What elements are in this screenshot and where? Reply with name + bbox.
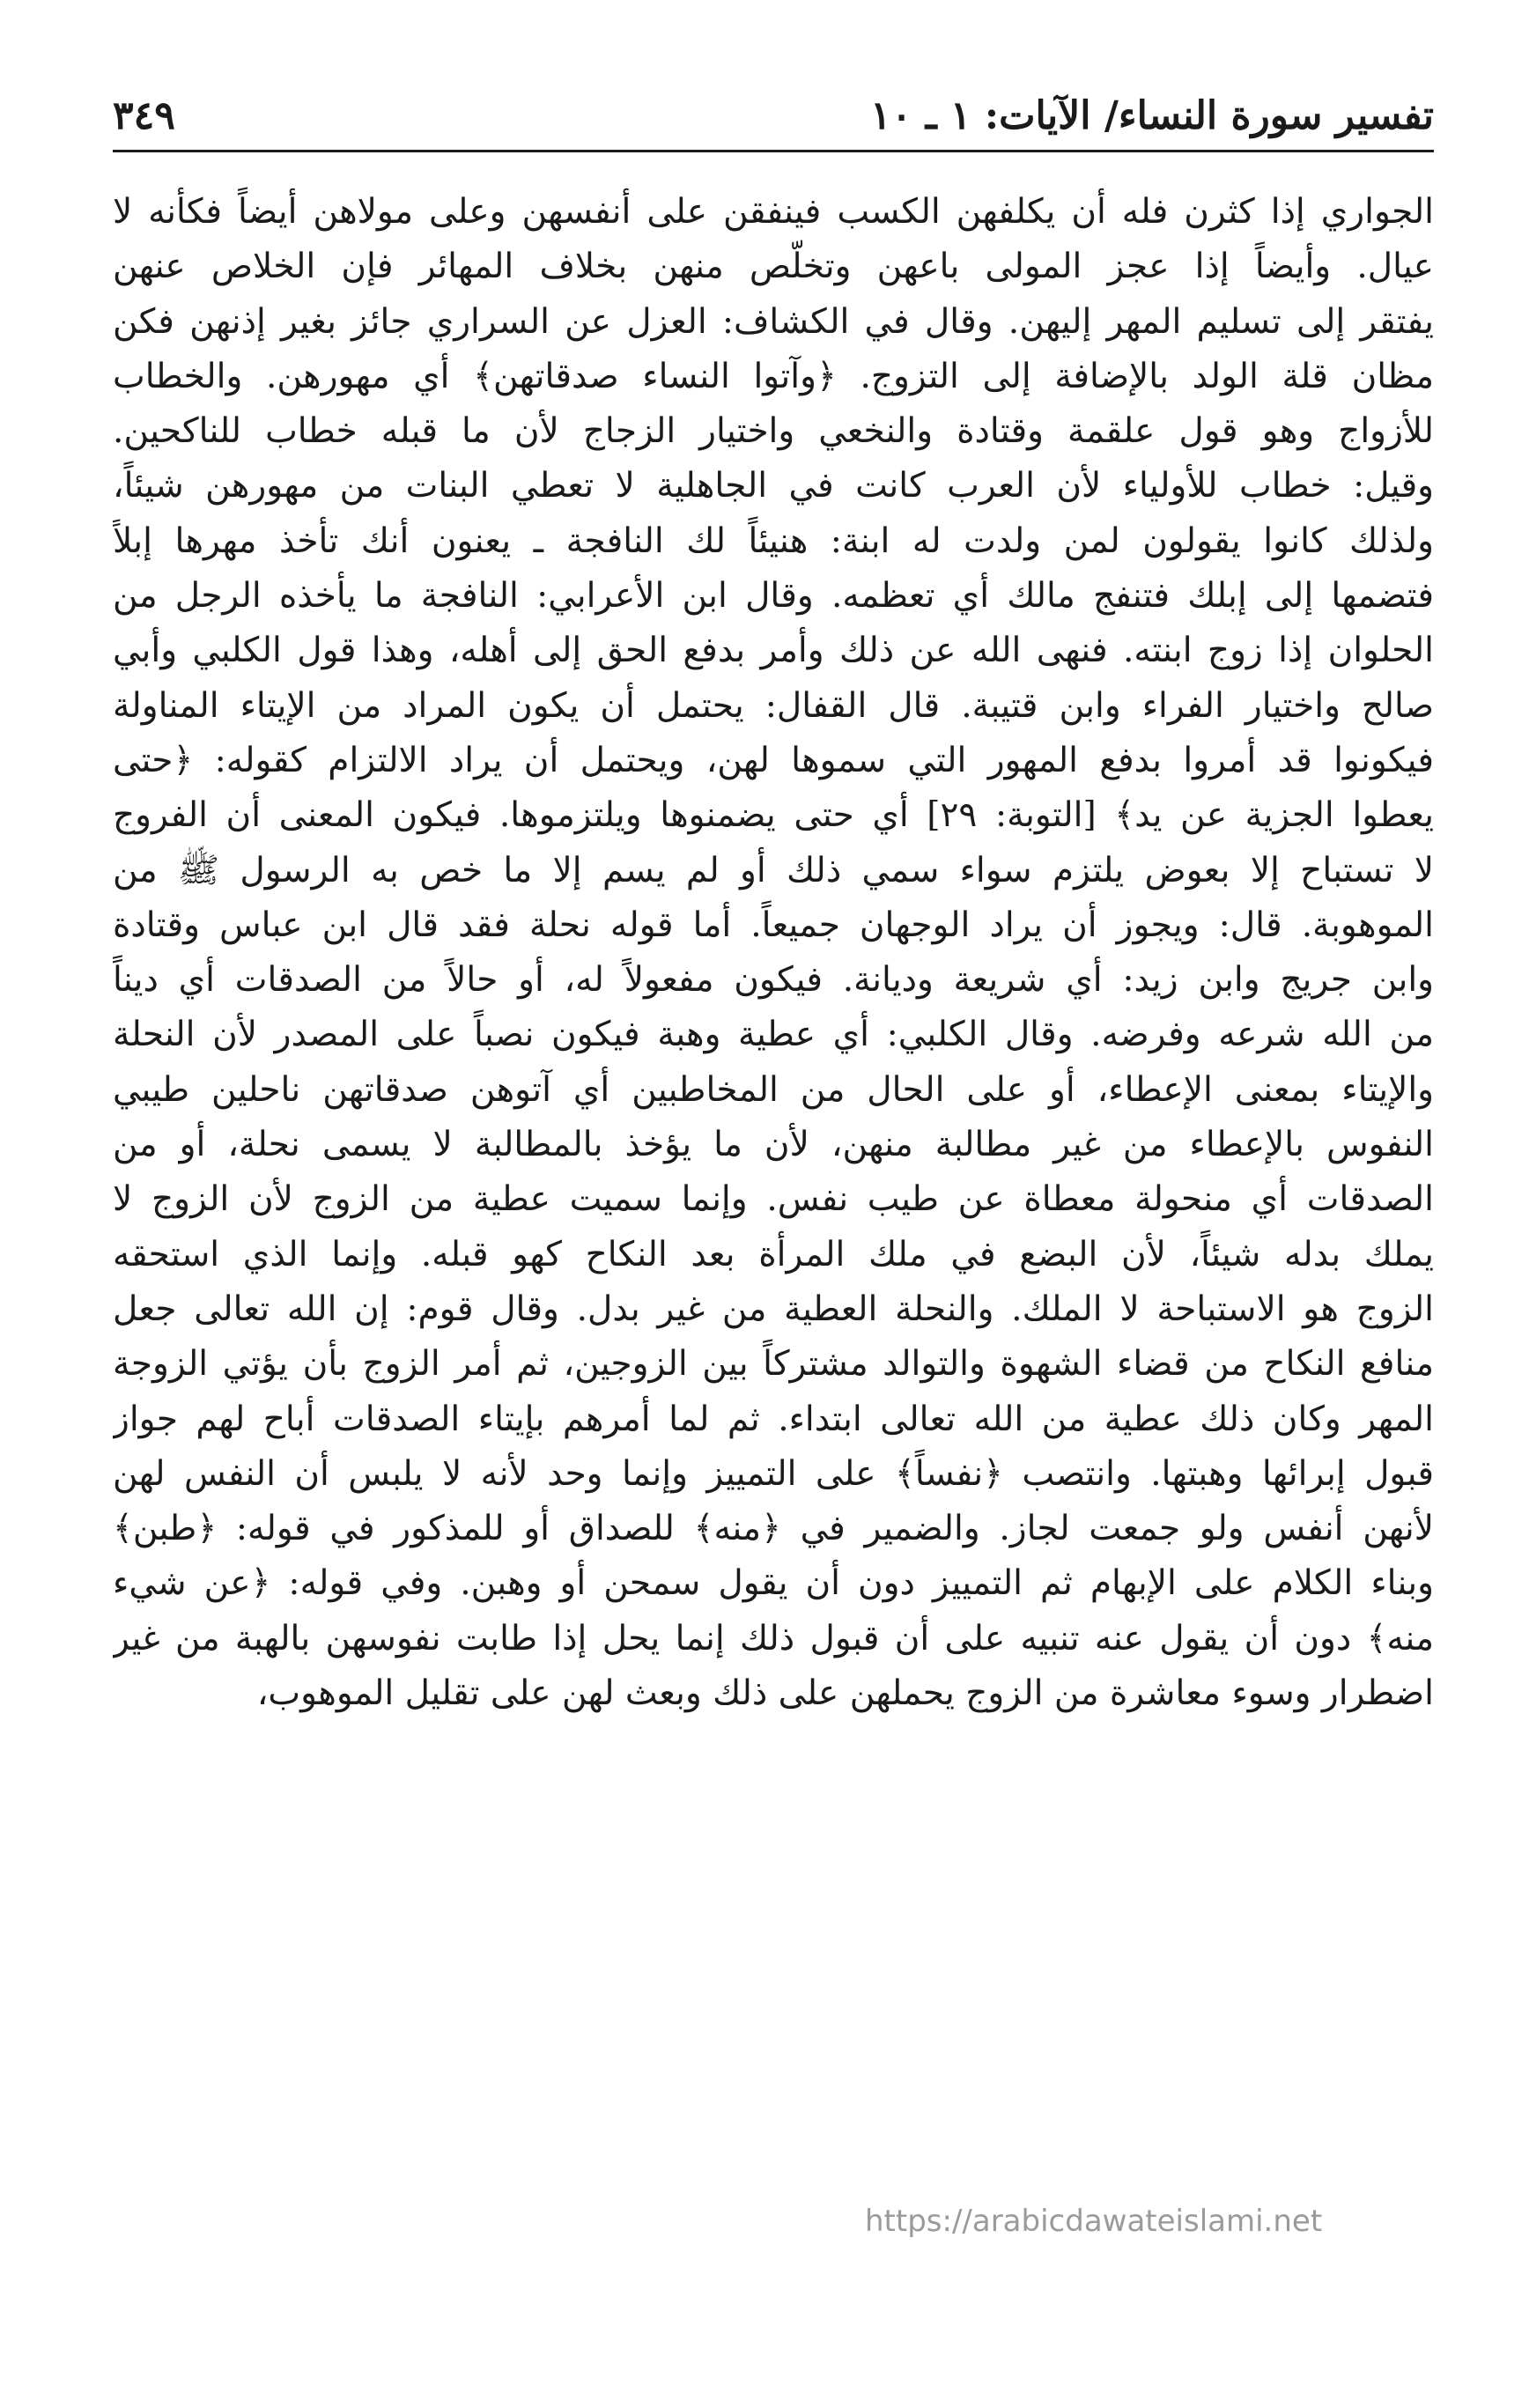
text-line: يفتقر إلى تسليم المهر إليهن. وقال في الكشاف: العزل عن السراري جائز بغير إذنهن فكن [113,301,1434,342]
text-line: للأزواج وهو قول علقمة وقتادة والنخعي واختيار الزجاج لأن ما قبله خطاب للناكحين. [113,411,1434,452]
text-line: وبناء الكلام على الإبهام ثم التمييز دون أن يقول سمحن أو وهبن. وفي قوله: ﴿عن شيء [113,1563,1434,1604]
text-line: اضطرار وسوء معاشرة من الزوج يحملهن على ذلك وبعث لهن على تقليل الموهوب، [256,1673,1434,1714]
text-line: فيكونوا قد أمروا بدفع المهور التي سموها لهن، ويحتمل أن يراد الالتزام كقوله: ﴿حتى [113,740,1434,780]
text-line: عيال. وأيضاً إذا عجز المولى باعهن وتخلّص منهن بخلاف المهائر فإن الخلاص عنهن [113,247,1434,287]
text-line: الزوج هو الاستباحة لا الملك. والنحلة العطية من غير بدل. وقال قوم: إن الله تعالى جعل [113,1289,1434,1329]
text-line: المهر وكان ذلك عطية من الله تعالى ابتداء. ثم لما أمرهم بإيتاء الصدقات أباح لهم جواز [113,1399,1434,1439]
text-line: يعطوا الجزية عن يد﴾ [التوبة: ٢٩] أي حتى يضمنوها ويلتزموها. فيكون المعنى أن الفروج [113,795,1434,836]
text-line: من الله شرعه وفرضه. وقال الكلبي: أي عطية وهبة فيكون نصباً على المصدر لأن النحلة [113,1015,1434,1055]
text-line: وقيل: خطاب للأولياء لأن العرب كانت في الجاهلية لا تعطي البنات من مهورهن شيئاً، [113,466,1434,506]
text-line: النفوس بالإعطاء من غير مطالبة منهن، لأن ما يؤخذ بالمطالبة لا يسمى نحلة، أو من [113,1125,1434,1165]
body-text [113,185,1434,1721]
text-line: لا تستباح إلا بعوض يلتزم سواء سمي ذلك أو لم يسم إلا ما خص به الرسول ﷺ من [113,850,1434,890]
text-line: فتضمها إلى إبلك فتنفج مالك أي تعظمه. وقال ابن الأعرابي: النافجة ما يأخذه الرجل من [113,576,1434,617]
page-number: ٣٤٩ [113,93,175,138]
text-line: قبول إبرائها وهبتها. وانتصب ﴿نفساً﴾ على التمييز وإنما وحد لأنه لا يلبس أن النفس لهن [113,1453,1434,1494]
text-line: الجواري إذا كثرن فله أن يكلفهن الكسب فينفقن على أنفسهن وعلى مولاهن أيضاً فكأنه لا [113,192,1434,232]
text-line: الصدقات أي منحولة معطاة عن طيب نفس. وإنما سميت عطية من الزوج لأن الزوج لا [113,1179,1434,1220]
text-line: صالح واختيار الفراء وابن قتيبة. قال القفال: يحتمل أن يكون المراد من الإيتاء المناولة [113,685,1434,726]
header-divider [113,150,1434,152]
text-line: ولذلك كانوا يقولون لمن ولدت له ابنة: هنيئاً لك النافجة ـ يعنون أنك تأخذ مهرها إبلاً [113,521,1434,561]
text-line: منه﴾ دون أن يقول عنه تنبيه على أن قبول ذلك إنما يحل إذا طابت نفوسهن بالهبة من غير [113,1618,1434,1658]
text-line: يملك بدله شيئاً، لأن البضع في ملك المرأة بعد النكاح كهو قبله. وإنما الذي استحقه [113,1234,1434,1274]
header-title: تفسير سورة النساء/ الآيات: ١ ـ ١٠ [870,93,1434,138]
text-line: الحلوان إذا زوج ابنته. فنهى الله عن ذلك وأمر بدفع الحق إلى أهله، وهذا قول الكلبي وأبي [113,631,1434,671]
text-line: منافع النكاح من قضاء الشهوة والتوالد مشتركاً بين الزوجين، ثم أمر الزوج بأن يؤتي الزوجة [113,1344,1434,1385]
text-line: وابن جريج وابن زيد: أي شريعة وديانة. فيكون مفعولاً له، أو حالاً من الصدقات أي ديناً [113,960,1434,1001]
watermark-url: https://arabicdawateislami.net [865,2204,1323,2239]
text-line: الموهوبة. قال: ويجوز أن يراد الوجهان جميعاً. أما قوله نحلة فقد قال ابن عباس وقتادة [113,905,1434,945]
running-header [113,88,1434,150]
text-line: والإيتاء بمعنى الإعطاء، أو على الحال من المخاطبين أي آتوهن صدقاتهن ناحلين طيبي [113,1069,1434,1110]
text-line: لأنهن أنفس ولو جمعت لجاز. والضمير في ﴿منه﴾ للصداق أو للمذكور في قوله: ﴿طبن﴾ [113,1509,1434,1549]
text-line: مظان قلة الولد بالإضافة إلى التزوج. ﴿وآتوا النساء صدقاتهن﴾ أي مهورهن. والخطاب [113,356,1434,396]
